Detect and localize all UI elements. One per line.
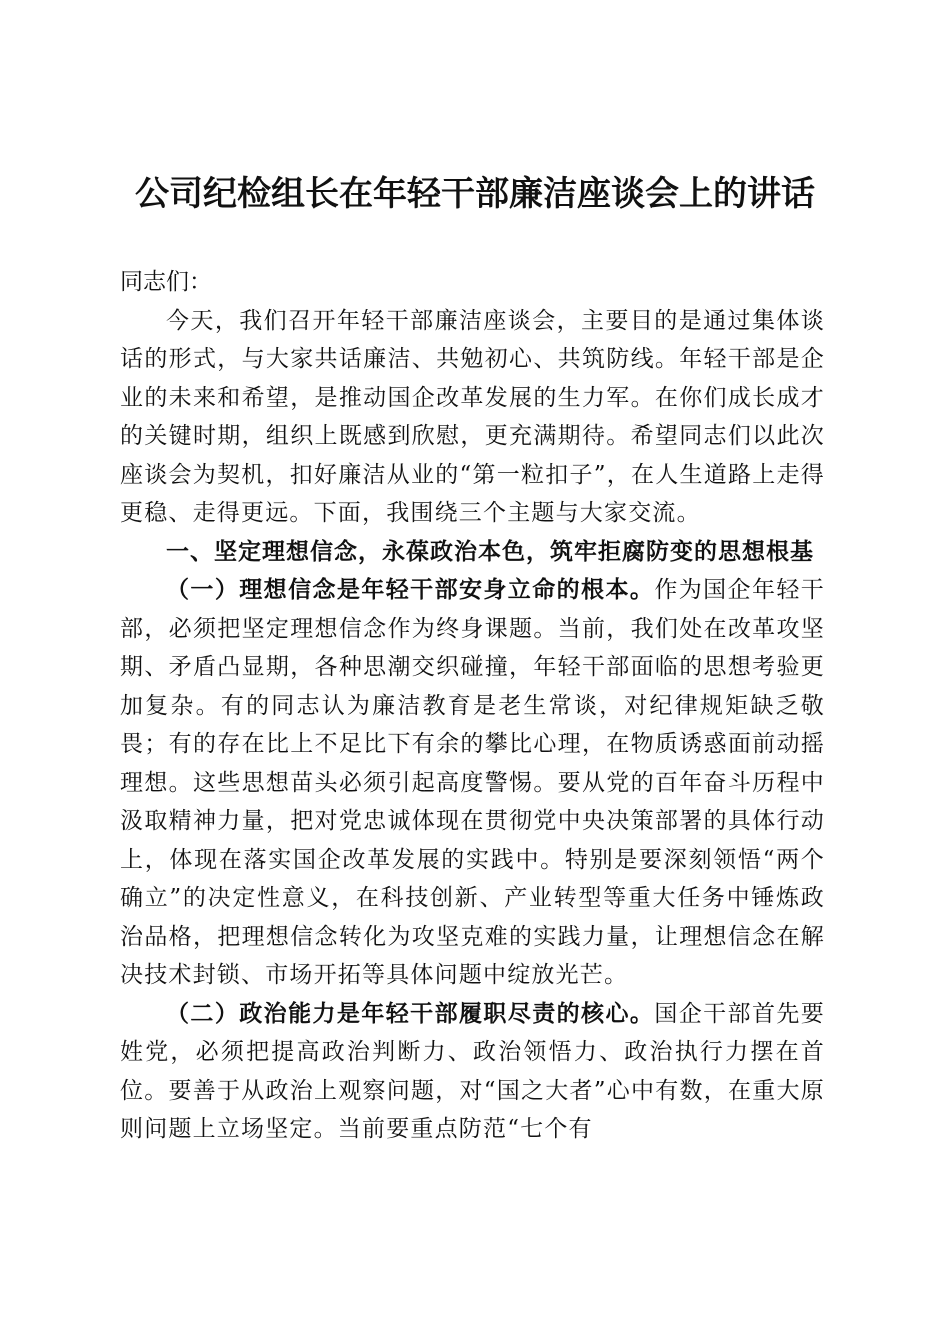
subsection-body-1: 作为国企年轻干部，必须把坚定理想信念作为终身课题。当前，我们处在改革攻坚期、矛盾凸显期，各种思潮交织碰撞，年轻干部面临的思想考验更加复杂。有的同志认为廉洁教育是老生常谈，对纪律规矩缺乏敬畏；有的存在比上不足比下有余的攀比心理，在物质诱惑面前动摇理想。这些思想苗头必须引起高度警惕。要从党的百年奋斗历程中汲取精神力量，把对党忠诚体现在贯彻党中央决策部署的具体行动上，体现在落实国企改革发展的实践中。特别是要深刻领悟“两个确立”的决定性意义，在科技创新、产业转型等重大任务中锤炼政治品格，把理想信念转化为攻坚克难的实践力量，让理想信念在解决技术封锁、市场开拓等具体问题中绽放光芒。 bbox=[120, 577, 826, 988]
subsection-paragraph-2 bbox=[120, 995, 825, 1149]
document-body bbox=[120, 263, 825, 1149]
subsection-title-1: （一）理想信念是年轻干部安身立命的根本。 bbox=[166, 576, 655, 603]
subsection-body-2: 国企干部首先要姓党，必须把提高政治判断力、政治领悟力、政治执行力摆在首位。要善于从政治上观察问题，对“国之大者”心中有数，在重大原则问题上立场坚定。当前要重点防范“七个有 bbox=[120, 1000, 826, 1142]
subsection-title-2: （二）政治能力是年轻干部履职尽责的核心。 bbox=[166, 999, 655, 1027]
section-heading: 一、坚定理想信念，永葆政治本色，筑牢拒腐防变的思想根基 bbox=[166, 538, 814, 565]
document-title: 公司纪检组长在年轻干部廉洁座谈会上的讲话 bbox=[135, 174, 815, 214]
salutation: 同志们： bbox=[120, 269, 212, 295]
intro-paragraph: 今天，我们召开年轻干部廉洁座谈会，主要目的是通过集体谈话的形式，与大家共话廉洁、共勉初心、共筑防线。年轻干部是企业的未来和希望，是推动国企改革发展的生力军。在你们成长成才的关键时期，组织上既感到欣慰，更充满期待。希望同志们以此次座谈会为契机，扣好廉洁从业的“第一粒扣子”，在人生道路上走得更稳、走得更远。下面，我围绕三个主题与大家交流。 bbox=[120, 307, 825, 526]
subsection-paragraph-1 bbox=[120, 571, 825, 995]
